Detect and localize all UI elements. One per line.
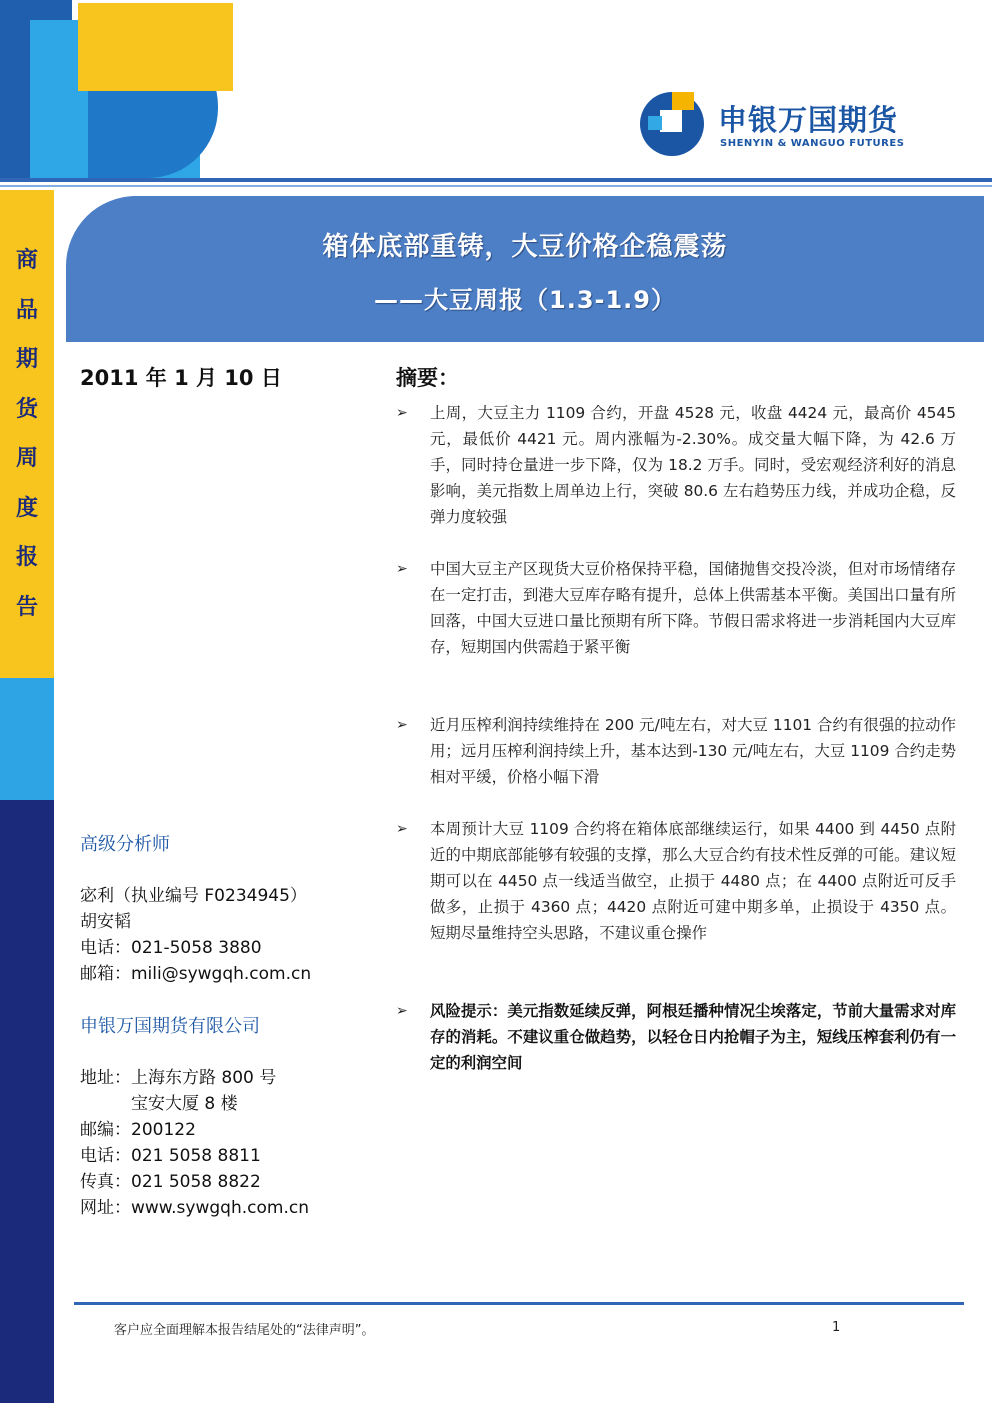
- company-heading: 申银万国期货有限公司: [80, 1016, 260, 1037]
- report-title: 箱体底部重铸，大豆价格企稳震荡: [322, 232, 728, 262]
- abstract-bullet-text: 本周预计大豆 1109 合约将在箱体底部继续运行，如果 4400 到 4450 点附近的中期底部能够有较强的支撑，那么大豆合约有技术性反弹的可能。建议短期可以在 4450 点一线适当做空，止损于 4480 点；在 4400 点附近可反手做多，止损于 4360 点；4420 点附近可建中期多单，止损设于 4350 点。短期尽量维持空头思路，不建议重仓操作: [430, 820, 956, 942]
- company-address-2: 宝安大厦 8 楼: [80, 1094, 238, 1114]
- company-address: 地址：上海东方路 800 号: [80, 1068, 277, 1088]
- shenyin-wanguo-logo-icon: [640, 92, 704, 156]
- analyst-email: 邮箱：mili@sywgqh.com.cn: [80, 964, 312, 984]
- side-label: [0, 236, 54, 632]
- arrow-bullet-icon: ➢: [396, 1003, 408, 1019]
- report-date: 2011 年 1 月 10 日: [80, 366, 282, 390]
- side-label-char: 货: [15, 396, 38, 422]
- footer-divider: [74, 1302, 964, 1305]
- side-label-char: 告: [15, 594, 38, 620]
- abstract-title: 摘要：: [396, 366, 459, 390]
- arrow-bullet-icon: ➢: [396, 561, 408, 577]
- abstract-bullet-text: 上周，大豆主力 1109 合约，开盘 4528 元，收盘 4424 元，最高价 4545 元，最低价 4421 元。周内涨幅为-2.30%。成交量大幅下降，为 42.6 万手，同时持仓量进一步下降，仅为 18.2 万手。同时，受宏观经济利好的消息影响，美元指数上周单边上行，突破 80.6 左右趋势压力线，并成功企稳，反弹力度较强: [430, 404, 956, 526]
- side-band-cyan: [0, 678, 54, 800]
- report-subtitle: ——大豆周报（1.3-1.9）: [374, 286, 676, 314]
- logo-name-cn: 申银万国期货: [718, 103, 899, 137]
- arrow-bullet-icon: ➢: [396, 821, 408, 837]
- abstract-bullet-text: 中国大豆主产区现货大豆价格保持平稳，国储抛售交投冷淡，但对市场情绪存在一定打击，到港大豆库存略有提升，总体上供需基本平衡。美国出口量有所回落，中国大豆进口量比预期有所下降。节假日需求将进一步消耗国内大豆库存，短期国内供需趋于紧平衡: [430, 560, 956, 656]
- company-logo: [640, 92, 940, 162]
- company-fax: 传真：021 5058 8822: [80, 1172, 261, 1192]
- title-banner: [66, 196, 984, 342]
- company-phone: 电话：021 5058 8811: [80, 1146, 261, 1166]
- analyst-name-1: 宓利（执业编号 F0234945）: [80, 886, 307, 906]
- arrow-bullet-icon: ➢: [396, 717, 408, 733]
- company-postcode: 邮编：200122: [80, 1120, 196, 1140]
- side-label-char: 品: [15, 297, 38, 323]
- abstract-bullet-text: 近月压榨利润持续维持在 200 元/吨左右，对大豆 1101 合约有很强的拉动作用；远月压榨利润持续上升，基本达到-130 元/吨左右，大豆 1109 合约走势相对平缓，价格小幅下滑: [430, 716, 956, 786]
- side-label-char: 报: [15, 545, 38, 570]
- page-number: 1: [832, 1320, 841, 1335]
- side-label-char: 商: [15, 248, 38, 273]
- side-band-navy: [0, 800, 54, 1403]
- side-label-char: 期: [15, 347, 38, 372]
- side-label-char: 周: [15, 446, 38, 471]
- header-divider-thin: [0, 185, 992, 187]
- header-decor-yellow-block: [78, 3, 233, 91]
- arrow-bullet-icon: ➢: [396, 405, 408, 421]
- analyst-heading: 高级分析师: [80, 834, 170, 855]
- risk-warning-text: 风险提示：美元指数延续反弹，阿根廷播种情况尘埃落定，节前大量需求对库存的消耗。不建议重仓做趋势，以轻仓日内抢帽子为主，短线压榨套利仍有一定的利润空间: [430, 1002, 956, 1072]
- logo-name-en: SHENYIN & WANGUO FUTURES: [720, 138, 905, 149]
- analyst-phone: 电话：021-5058 3880: [80, 938, 262, 958]
- side-label-char: 度: [15, 495, 38, 521]
- analyst-name-2: 胡安韬: [80, 912, 131, 932]
- company-website: 网址：www.sywgqh.com.cn: [80, 1198, 309, 1218]
- footer-disclaimer: 客户应全面理解本报告结尾处的“法律声明”。: [114, 1323, 375, 1338]
- header-divider: [0, 178, 992, 182]
